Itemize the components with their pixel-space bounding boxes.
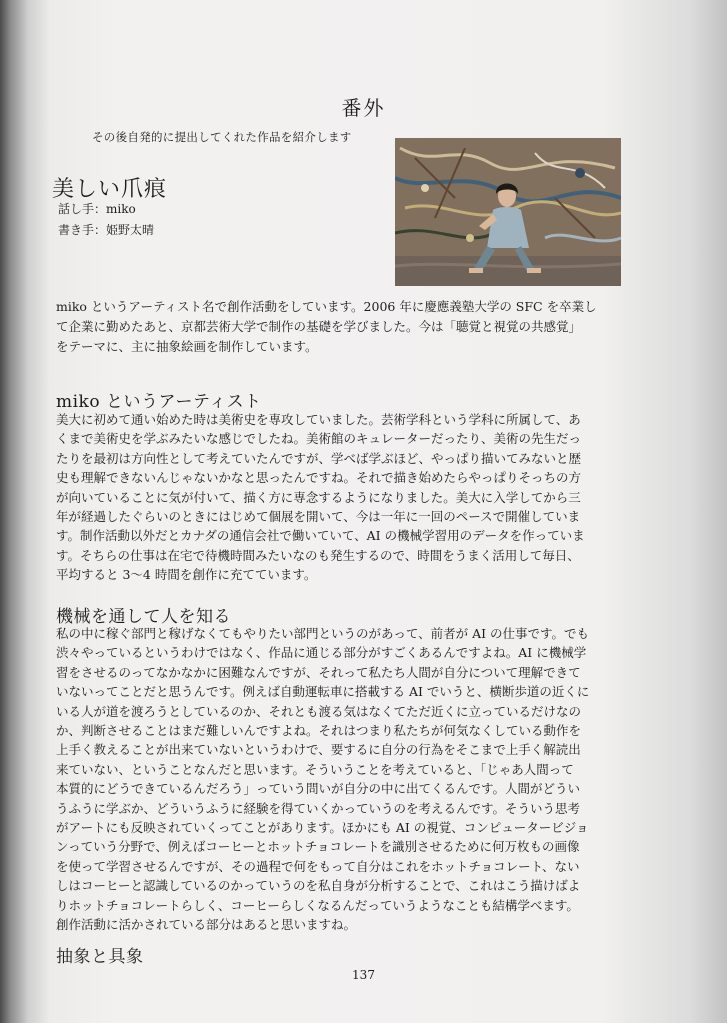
body-line: がアートにも反映されていくってことがあります。ほかにも AI の視覚、コンピュータービジョ (56, 820, 589, 836)
intro-line: miko というアーティスト名で創作活動をしています。2006 年に慶應義塾大学の SFC を卒業し (56, 299, 597, 314)
body-line: うふうに学ぶか、どういうふうに経験を得ていくかっていうのを考えるんです。そういう思考 (56, 800, 581, 816)
body-line: を使って学習させるんですが、その過程で何をもって自分はこれをホットチョコレート、ない (56, 858, 580, 874)
body-line: か、判断させることはまだ難しいんですよね。それはつまり私たちが何気なくしている動作を (56, 723, 582, 739)
page-title: 番外 (341, 96, 386, 120)
body-line: す。制作活動以外だとカナダの通信会社で働いていて、AI の機械学習用のデータを作っていま (56, 528, 585, 544)
page-number: 137 (352, 968, 375, 982)
section-heading-machine: 機械を通して人を知る (56, 607, 231, 627)
section-heading-abstract: 抽象と具象 (56, 947, 144, 967)
body-line: 平均すると 3〜4 時間を創作に充てています。 (56, 567, 317, 583)
section-body-artist (56, 410, 636, 585)
body-line: いる人が道を渡ろうとしているのか、それとも渡る気はなくてただ近くに立っているだけなの (56, 703, 582, 719)
body-line: 史も理解できないんじゃないかなと思ったんですね。それで描き始めたらやっぱりそっちの方 (56, 470, 582, 486)
body-line: 創作活動に活かされている部分はあると思いますね。 (56, 917, 357, 933)
body-line: ンっていう分野で、例えばコーヒーとホットチョコレートを識別させるために何万枚もの画像 (56, 839, 580, 855)
body-line: が向いていることに気が付いて、描く方に専念するようになりました。美大に入学してから三 (56, 489, 581, 505)
writer-credit: 書き手：姫野太晴 (58, 223, 155, 237)
intro-paragraph (56, 297, 636, 357)
body-line: しはコーヒーと認識しているのかっていうのを私自身が分析することで、これはこう描けばよ (56, 878, 581, 894)
body-line: 本質的にどうできているんだろう」っていう問いが自分の中に出てくるんです。人間がどうい (56, 781, 581, 797)
body-line: 年が経過したぐらいのときにはじめて個展を開いて、今は一年に一回のペースで開催していま (56, 509, 581, 525)
section-heading-artist: miko というアーティスト (56, 392, 262, 412)
article-title: 美しい爪痕 (52, 177, 168, 202)
body-line: 上手く教えることが出来ていないというわけで、要するに自分の行為をそこまで上手く解読出 (56, 742, 581, 758)
body-line: 来ていない、ということなんだと思います。そういうことを考えていると、「じゃあ人間って (56, 761, 574, 777)
body-line: くまで美術史を学ぶみたいな感じでしたね。美術館のキュレーターだったり、美術の先生だっ (56, 431, 582, 447)
body-line: 美大に初めて通い始めた時は美術史を専攻していました。芸術学科という学科に所属して、あ (56, 412, 581, 427)
intro-line: て企業に勤めたあと、京都芸術大学で制作の基礎を学びました。今は「聴覚と視覚の共感覚」 (56, 319, 582, 334)
body-line: 習をさせるのってなかなかに困難なんですが、それって私たち人間が自分について理解できて (56, 664, 581, 680)
speaker-credit: 話し手：miko (58, 202, 136, 216)
page-subtitle: その後自発的に提出してくれた作品を紹介します (92, 130, 352, 144)
body-line: たりを最初は方向性として考えていたんですが、学べば学ぶほど、やっぱり描いてみないと歴 (56, 450, 582, 466)
intro-line: をテーマに、主に抽象絵画を制作しています。 (56, 339, 318, 354)
body-line: 渋々やっているというわけではなく、作品に通じる部分がすごくあるんですよね。AI に機械学 (56, 645, 587, 661)
section-body-machine (56, 624, 636, 935)
body-line: りホットチョコレートらしく、コーヒーらしくなるんだっていうようなことも結構学べます。 (56, 897, 579, 913)
body-line: いないってことだと思うんです。例えば自動運転車に搭載する AI でいうと、横断歩道の近くに (56, 684, 590, 700)
body-line: 私の中に稼ぐ部門と稼げなくてもやりたい部門というのがあって、前者が AI の仕事です。でも (56, 626, 590, 641)
body-line: す。そちらの仕事は在宅で待機時間みたいなのも発生するので、時間をうまく活用して毎日、 (56, 547, 580, 563)
artist-photo-icon (395, 138, 621, 286)
